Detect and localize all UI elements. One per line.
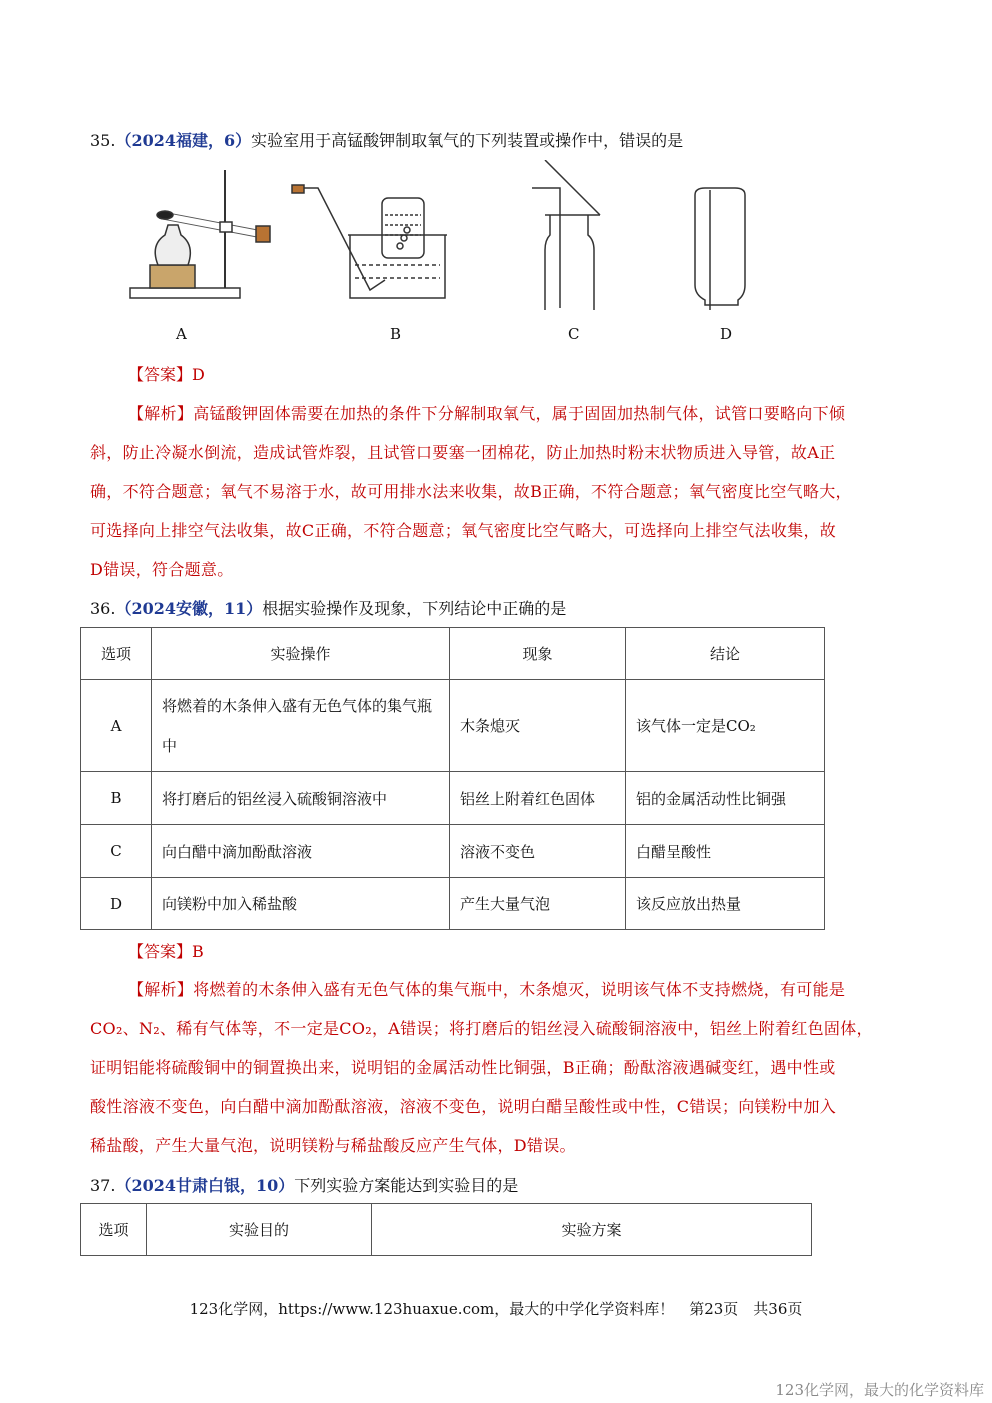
answer-value: D bbox=[192, 365, 205, 384]
page-footer: 123化学网，https://www.123huaxue.com，最大的中学化学资料库！ 第23页 共36页 bbox=[189, 1300, 803, 1318]
watermark: 123化学网，最大的化学资料库 bbox=[775, 1381, 984, 1399]
question-number: 35. bbox=[90, 131, 116, 150]
analysis-35-line: 确，不符合题意；氧气不易溶于水，故可用排水法来收集，故B正确，不符合题意；氧气密度比空气略大， bbox=[90, 482, 852, 501]
header-cell: 选项 bbox=[81, 628, 152, 680]
table-cell: 将打磨后的铝丝浸入硫酸铜溶液中 bbox=[152, 772, 450, 825]
table-cell: 向白醋中滴加酚酞溶液 bbox=[152, 825, 450, 878]
table-cell: 铝丝上附着红色固体 bbox=[450, 772, 626, 825]
question-37-stem bbox=[90, 1173, 518, 1196]
table-cell: 铝的金属活动性比铜强 bbox=[626, 772, 825, 825]
header-cell: 实验目的 bbox=[147, 1204, 372, 1256]
table-header-row bbox=[81, 628, 825, 680]
table-cell: A bbox=[81, 680, 152, 772]
answer-tag: 【答案】 bbox=[128, 365, 193, 384]
table-cell: 木条熄灭 bbox=[450, 680, 626, 772]
question-text: 实验室用于高锰酸钾制取氧气的下列装置或操作中，错误的是 bbox=[251, 131, 684, 150]
question-36-stem bbox=[90, 596, 566, 619]
table-row bbox=[81, 772, 825, 825]
header-cell: 结论 bbox=[626, 628, 825, 680]
figure-b-water-collection bbox=[292, 185, 447, 298]
table-cell: C bbox=[81, 825, 152, 878]
table-cell: 向镁粉中加入稀盐酸 bbox=[152, 878, 450, 930]
figure-d-downward-air-collection bbox=[685, 188, 745, 310]
question-36-table bbox=[80, 627, 825, 930]
table-cell: 产生大量气泡 bbox=[450, 878, 626, 930]
header-cell: 选项 bbox=[81, 1204, 147, 1256]
table-row bbox=[81, 825, 825, 878]
answer-value: B bbox=[192, 942, 204, 961]
question-number: 37. bbox=[90, 1176, 116, 1195]
question-37-table bbox=[80, 1203, 812, 1256]
header-cell: 实验方案 bbox=[372, 1204, 812, 1256]
header-cell: 实验操作 bbox=[152, 628, 450, 680]
question-text: 下列实验方案能达到实验目的是 bbox=[294, 1176, 519, 1195]
table-cell: 白醋呈酸性 bbox=[626, 825, 825, 878]
table-cell: D bbox=[81, 878, 152, 930]
question-number: 36. bbox=[90, 599, 116, 618]
question-35-stem bbox=[90, 128, 683, 151]
analysis-35-line: 可选择向上排空气法收集，故C正确，不符合题意；氧气密度比空气略大，可选择向上排空气法收集，故 bbox=[90, 521, 837, 540]
answer-tag: 【答案】 bbox=[128, 942, 193, 961]
analysis-36-line: 证明铝能将硫酸铜中的铜置换出来，说明铝的金属活动性比铜强，B正确；酚酞溶液遇碱变红，遇中性或 bbox=[90, 1058, 836, 1077]
answer-36 bbox=[128, 939, 204, 962]
table-row bbox=[81, 878, 825, 930]
figure-label-b: B bbox=[390, 325, 402, 343]
analysis-35-line: 【解析】高锰酸钾固体需要在加热的条件下分解制取氧气，属于固固加热制气体，试管口要略向下倾 bbox=[128, 404, 846, 423]
question-source: （2024安徽，11） bbox=[115, 599, 263, 618]
apparatus-figure bbox=[120, 160, 760, 310]
figure-c-upward-air-collection bbox=[532, 160, 600, 310]
question-source: （2024福建，6） bbox=[115, 131, 252, 150]
figure-a-heating-apparatus bbox=[130, 170, 270, 298]
analysis-36-line: CO₂、N₂、稀有气体等，不一定是CO₂，A错误；将打磨后的铝丝浸入硫酸铜溶液中，铝丝上附着红色固体， bbox=[90, 1019, 873, 1038]
analysis-35-line: 斜，防止冷凝水倒流，造成试管炸裂，且试管口要塞一团棉花，防止加热时粉末状物质进入导管，故A正 bbox=[90, 443, 836, 462]
analysis-36-line: 酸性溶液不变色，向白醋中滴加酚酞溶液，溶液不变色，说明白醋呈酸性或中性，C错误；向镁粉中加入 bbox=[90, 1097, 837, 1116]
table-cell: B bbox=[81, 772, 152, 825]
analysis-36-line: 【解析】将燃着的木条伸入盛有无色气体的集气瓶中，木条熄灭，说明该气体不支持燃烧，有可能是 bbox=[128, 980, 846, 999]
table-cell: 该反应放出热量 bbox=[626, 878, 825, 930]
table-cell: 溶液不变色 bbox=[450, 825, 626, 878]
table-cell: 该气体一定是CO₂ bbox=[626, 680, 825, 772]
figure-label-d: D bbox=[720, 325, 733, 343]
analysis-35-line: D错误，符合题意。 bbox=[90, 560, 234, 579]
answer-35 bbox=[128, 362, 205, 385]
table-row bbox=[81, 680, 825, 772]
table-cell: 将燃着的木条伸入盛有无色气体的集气瓶中 bbox=[152, 680, 450, 772]
question-text: 根据实验操作及现象，下列结论中正确的是 bbox=[262, 599, 567, 618]
figure-label-c: C bbox=[568, 325, 580, 343]
table-header-row bbox=[81, 1204, 812, 1256]
question-source: （2024甘肃白银，10） bbox=[115, 1176, 295, 1195]
figure-label-a: A bbox=[176, 325, 187, 343]
header-cell: 现象 bbox=[450, 628, 626, 680]
analysis-36-line: 稀盐酸，产生大量气泡，说明镁粉与稀盐酸反应产生气体，D错误。 bbox=[90, 1136, 576, 1155]
